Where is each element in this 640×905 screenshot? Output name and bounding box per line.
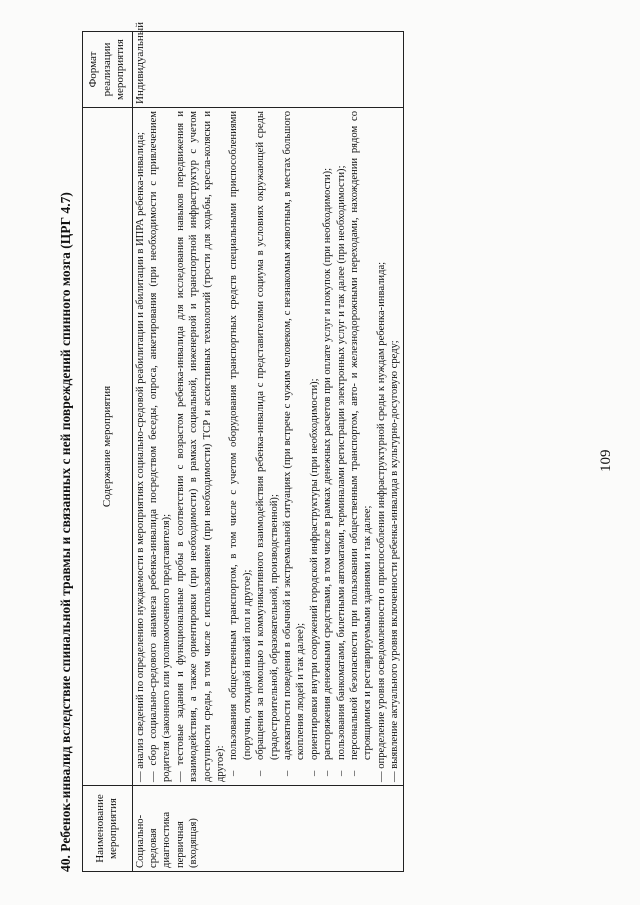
activity-table — [82, 22, 404, 872]
sub-list-item — [321, 111, 334, 782]
rotated-content — [58, 22, 614, 872]
sub-list-item-text: пользования банкоматами, билетными автоматами, терминалами регистрации электронных услуг и так далее (при необходимости); — [335, 165, 347, 760]
table-row — [132, 32, 403, 872]
list-item: — определение уровня осведомленности о приспособлении инфраструктурной среды к нуждам ребенка-инвалида; — [375, 261, 387, 782]
dash-marker: – — [255, 770, 267, 776]
sub-list-item — [254, 111, 281, 782]
dash-marker: – — [228, 770, 240, 776]
page-number: 109 — [598, 449, 614, 472]
dash-marker: – — [322, 770, 334, 776]
cell-activity-content — [132, 108, 403, 786]
list-item: — тестовые задания и функциональные пробы в соответствии с возрастом ребенка-инвалида для исследования навыков передвижения и взаимодействия, а также ориентировки (при необходимости) в рамках социальной, инженерной и транспортной инфраструктур с учетом доступности среды, в том числе с использованием (при необходимости) ТСР и ассистивных технологий (трости для ходьбы, кресла-коляски и другое): — [174, 111, 226, 782]
dash-marker: – — [281, 770, 293, 776]
sub-list-item-text: пользования общественным транспортом, в том числе с учетом оборудования транспортных средств специальными приспособлениями (поручни, откидной низкий пол и другое); — [228, 111, 253, 760]
header-name: Наименование мероприятия — [83, 786, 133, 872]
list-item: — выявление актуального уровня включенности ребенка-инвалида в культурно-досуговую среду; — [389, 340, 401, 782]
list-item: — анализ сведений по определению нуждаемости в мероприятиях социально-средовой реабилитации и абилитации в ИПРА ребенка-инвалида; — [134, 132, 146, 782]
header-format: Формат реализации мероприятия — [83, 32, 133, 108]
section-heading: 40. Ребенок-инвалид вследствие спинальной травмы и связанных с ней повреждений спинного мозга (ЦРГ 4.7) — [58, 192, 73, 872]
sub-list-item — [348, 111, 375, 782]
sub-list-item-text: персональной безопасности при пользовании общественным транспортом, авто- и железнодорожными переходами, нахождении рядом со строящимися и реставрируемыми зданиями и так далее; — [349, 111, 374, 760]
dash-marker: – — [349, 770, 360, 776]
sub-list-item — [335, 111, 348, 782]
table-header-row — [83, 32, 133, 872]
dash-marker: – — [308, 770, 320, 776]
cell-activity-name: Социально-средовая диагностика первичная (входящая) — [132, 786, 403, 872]
header-content: Содержание мероприятия — [83, 108, 133, 786]
sub-list-item — [281, 111, 308, 782]
sub-list-item — [308, 111, 321, 782]
cell-activity-format: Индивидуальный — [132, 32, 403, 108]
sub-list-item-text: адекватности поведения в обычной и экстремальной ситуациях (при встрече с чужим человеком, с незнакомым животным, в местах большого скопления людей и так далее); — [281, 111, 307, 760]
list-item: — сбор социально-средового анамнеза ребенка-инвалида посредством беседы, опроса, анкетирования (при необходимости с привлечением родителя (законного или уполномоченного представителя); — [147, 111, 173, 782]
dash-marker: – — [335, 770, 347, 776]
sub-list-item-text: ориентировки внутри сооружений городской инфраструктуры (при необходимости); — [308, 378, 320, 760]
sub-list-item — [227, 111, 254, 782]
sub-list-item-text: распоряжения денежными средствами, в том числе в рамках денежных расчетов при оплате услуг и покупок (при необходимости); — [322, 167, 334, 760]
sub-list-item-text: обращения за помощью и коммуникативного взаимодействия ребенка-инвалида с представителями социума в условиях окружающей среды (градостроительной, образовательной, производственной); — [255, 111, 280, 760]
